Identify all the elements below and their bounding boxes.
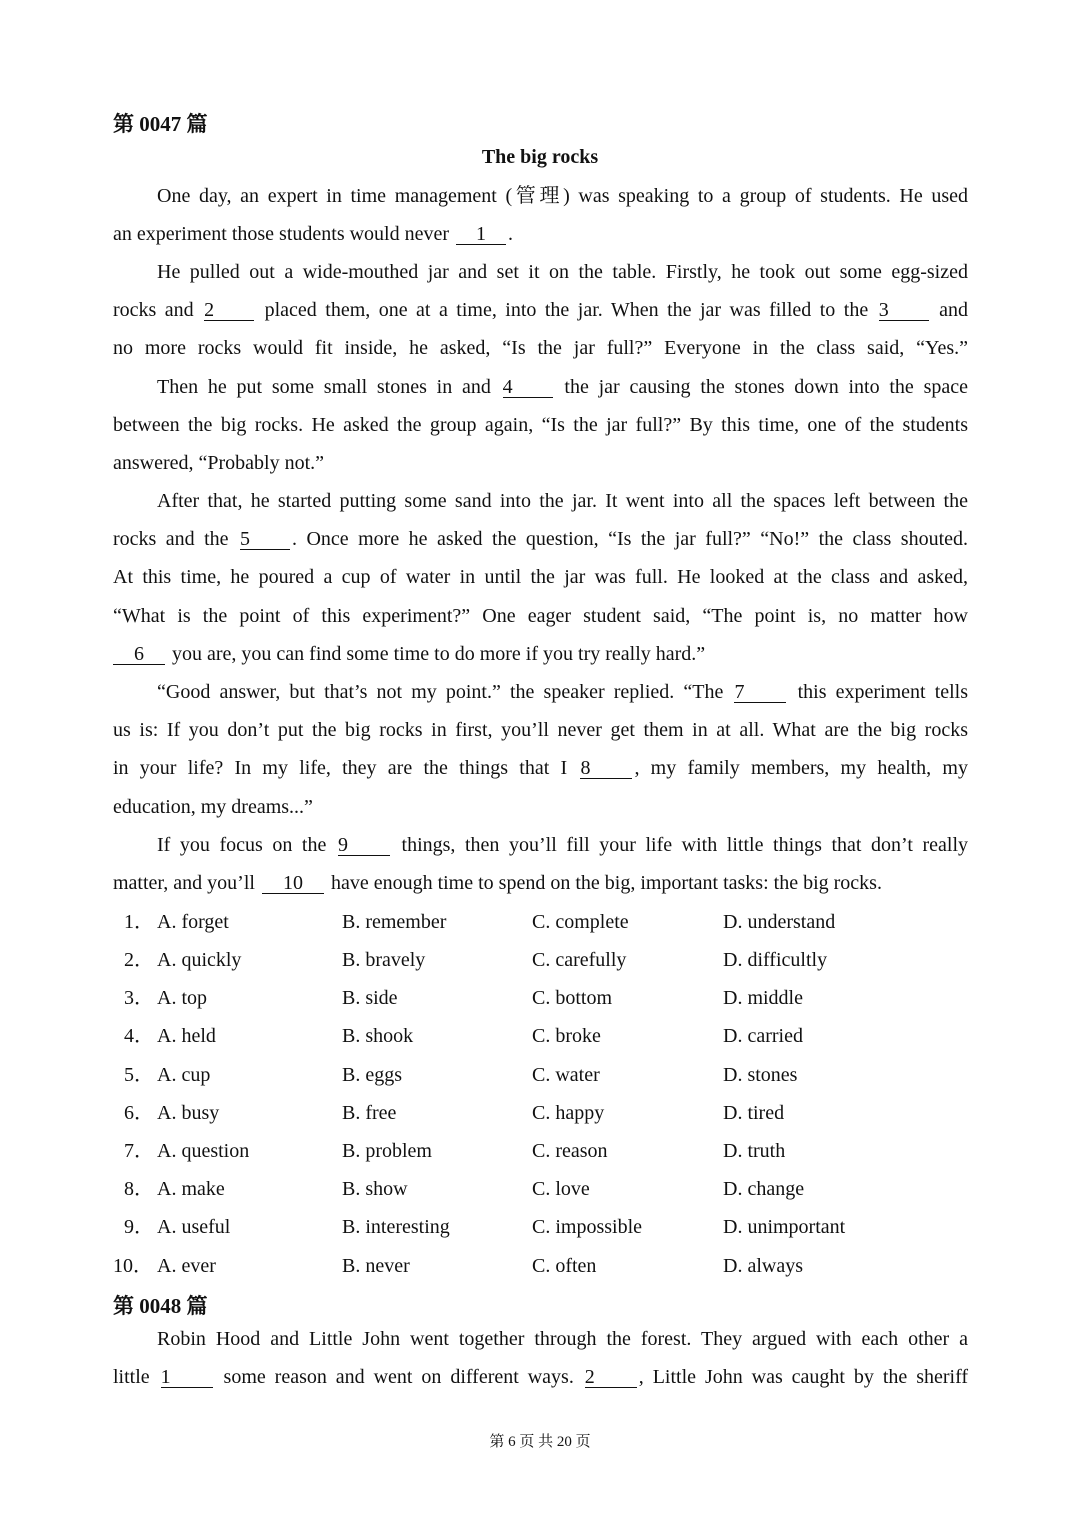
blank-6: 6 (113, 644, 165, 665)
blank-10: 10 (262, 873, 324, 894)
blank-5: 5 (240, 529, 290, 550)
option-c: C. happy (532, 1102, 605, 1124)
passage-line: One day, an expert in time management (管理) was speaking to a group of students. He used (157, 185, 968, 207)
passage-line: an experiment those students would never 1 . (113, 223, 514, 245)
question-number: 1． (124, 911, 154, 933)
blank-3: 3 (879, 300, 929, 321)
option-b: B. problem (342, 1140, 432, 1162)
question-number: 3． (124, 987, 154, 1009)
option-c: C. water (532, 1064, 600, 1086)
option-d: D. change (723, 1178, 805, 1200)
passage-line: At this time, he poured a cup of water in until the jar was full. He looked at the class and asked, (113, 566, 968, 588)
question-number: 5． (124, 1064, 154, 1086)
option-a: A. quickly (157, 949, 242, 971)
question-number: 2． (124, 949, 154, 971)
passage-title: The big rocks (481, 146, 599, 168)
option-c: C. complete (532, 911, 629, 933)
option-a: A. top (157, 987, 207, 1009)
blank-7: 7 (734, 682, 786, 703)
option-a: A. forget (157, 911, 229, 933)
option-b: B. side (342, 987, 398, 1009)
passage-line: little 1 some reason and went on different ways. 2 , Little John was caught by the sheriff (113, 1366, 969, 1388)
option-d: D. truth (723, 1140, 786, 1162)
passage-line: “Good answer, but that’s not my point.” the speaker replied. “The 7 this experiment tells (157, 681, 969, 703)
question-number: 6． (124, 1102, 154, 1124)
question-number: 10． (113, 1255, 153, 1277)
passage-line: Robin Hood and Little John went together through the forest. They argued with each other a (157, 1328, 968, 1350)
option-c: C. impossible (532, 1216, 643, 1238)
passage-line: He pulled out a wide-mouthed jar and set it on the table. Firstly, he took out some egg-sized (157, 261, 968, 283)
option-a: A. cup (157, 1064, 211, 1086)
option-b: B. bravely (342, 949, 426, 971)
option-c: C. carefully (532, 949, 627, 971)
passage-line: After that, he started putting some sand into the jar. It went into all the spaces left between the (157, 490, 968, 512)
option-d: D. always (723, 1255, 803, 1277)
option-a: A. make (157, 1178, 225, 1200)
section-heading: 第 0047 篇 (113, 112, 208, 136)
blank-8: 8 (580, 758, 632, 779)
option-c: C. broke (532, 1025, 601, 1047)
option-c: C. often (532, 1255, 597, 1277)
blank-9: 9 (338, 835, 390, 856)
passage-line: “What is the point of this experiment?” One eager student said, “The point is, no matter how (113, 605, 968, 627)
section-heading: 第 0048 篇 (113, 1294, 208, 1318)
blank-1: 1 (161, 1367, 213, 1388)
passage-line: 6 you are, you can find some time to do more if you try really hard.” (113, 642, 968, 666)
option-d: D. unimportant (723, 1216, 846, 1238)
option-b: B. free (342, 1102, 397, 1124)
option-b: B. never (342, 1255, 410, 1277)
option-d: D. understand (723, 911, 836, 933)
blank-4: 4 (503, 377, 553, 398)
option-c: C. bottom (532, 987, 613, 1009)
passage-line: us is: If you don’t put the big rocks in first, you’ll never get them in at all. What are the big rocks (113, 719, 968, 741)
blank-2: 2 (204, 300, 254, 321)
option-a: A. busy (157, 1102, 220, 1124)
passage-line: Then he put some small stones in and 4 the jar causing the stones down into the space (157, 376, 968, 398)
blank-1: 1 (456, 224, 506, 245)
passage-line: answered, “Probably not.” (113, 452, 325, 474)
option-d: D. stones (723, 1064, 798, 1086)
option-c: C. reason (532, 1140, 608, 1162)
option-d: D. middle (723, 987, 803, 1009)
blank-2: 2 (585, 1367, 637, 1388)
question-number: 4． (124, 1025, 154, 1047)
passage-line: no more rocks would fit inside, he asked, “Is the jar full?” Everyone in the class said, “Yes.” (113, 337, 968, 359)
option-b: B. shook (342, 1025, 414, 1047)
option-a: A. question (157, 1140, 250, 1162)
option-b: B. remember (342, 911, 447, 933)
question-number: 9． (124, 1216, 154, 1238)
passage-line: in your life? In my life, they are the things that I 8 , my family members, my health, my (113, 757, 968, 779)
passage-line: rocks and the 5 . Once more he asked the question, “Is the jar full?” “No!” the class shouted. (113, 528, 969, 550)
passage-line: between the big rocks. He asked the group again, “Is the jar full?” By this time, one of the students (113, 414, 968, 436)
passage-line: matter, and you’ll 10 have enough time to spend on the big, important tasks: the big rocks. (113, 872, 882, 894)
option-b: B. eggs (342, 1064, 402, 1086)
option-a: A. ever (157, 1255, 216, 1277)
option-d: D. difficultly (723, 949, 828, 971)
question-number: 7． (124, 1140, 154, 1162)
passage-line: rocks and 2 placed them, one at a time, into the jar. When the jar was filled to the 3 and (113, 299, 969, 321)
option-c: C. love (532, 1178, 590, 1200)
option-a: A. held (157, 1025, 216, 1047)
option-b: B. interesting (342, 1216, 450, 1238)
option-b: B. show (342, 1178, 408, 1200)
passage-line: If you focus on the 9 things, then you’ll fill your life with little things that don’t really (157, 834, 969, 856)
page-footer: 第 6 页 共 20 页 (489, 1434, 591, 1450)
question-number: 8． (124, 1178, 154, 1200)
option-d: D. carried (723, 1025, 803, 1047)
option-d: D. tired (723, 1102, 785, 1124)
passage-line: education, my dreams...” (113, 796, 313, 818)
option-a: A. useful (157, 1216, 231, 1238)
